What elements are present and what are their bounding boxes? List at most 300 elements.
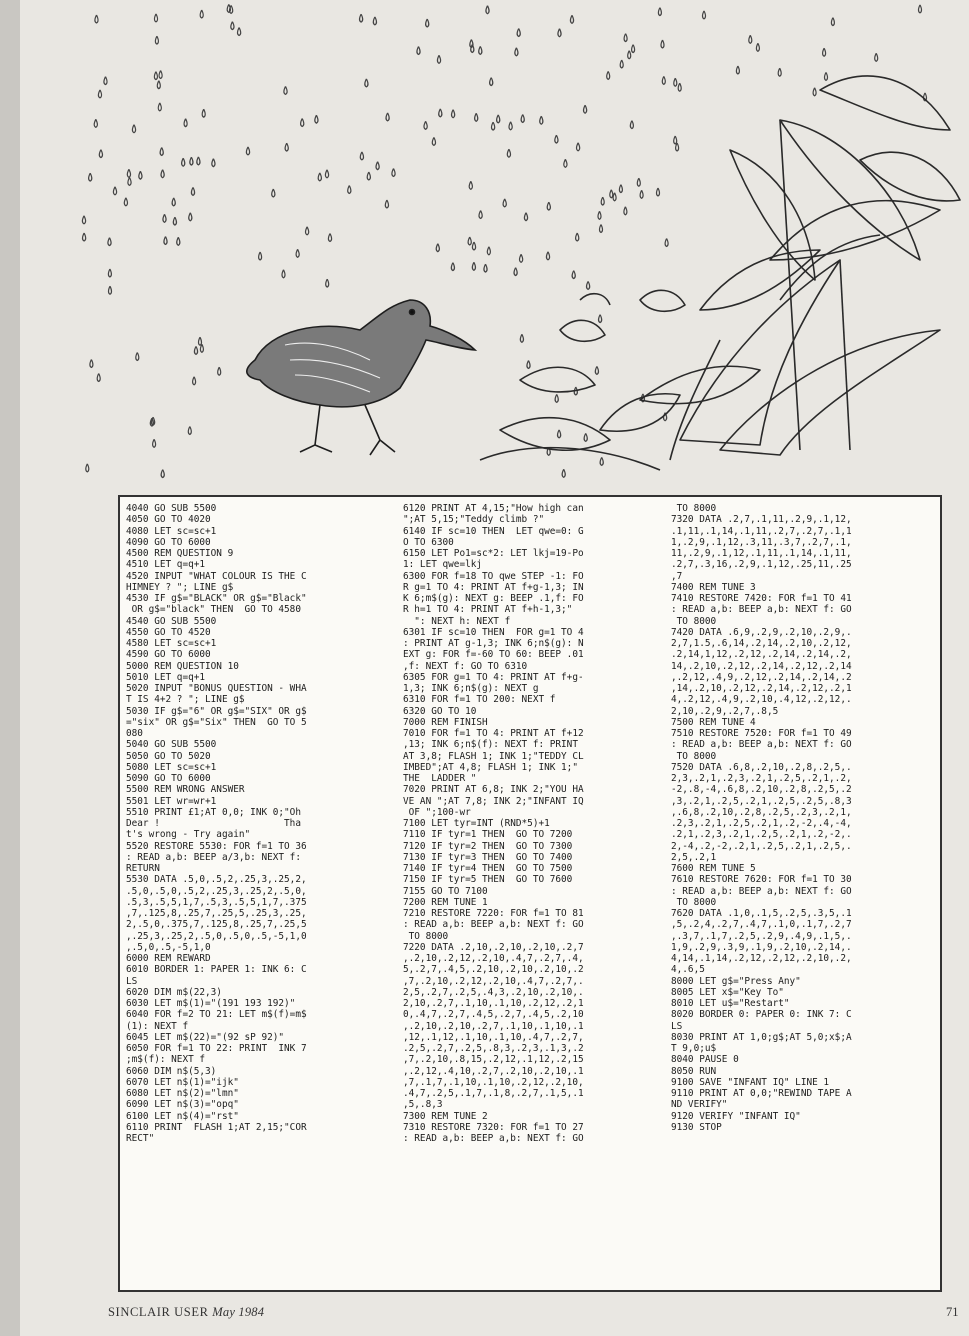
raindrop	[188, 427, 191, 435]
raindrop	[468, 237, 471, 245]
raindrop	[584, 105, 587, 113]
raindrop	[674, 78, 677, 86]
listing-line: ": NEXT h: NEXT f	[403, 615, 511, 627]
raindrop	[674, 136, 677, 144]
listing-line: 4540 GO SUB 5500	[126, 615, 217, 627]
listing-line: 6060 DIM n$(5,3)	[126, 1065, 217, 1077]
raindrop	[238, 28, 241, 36]
listing-line: .1,11,.1,14,.1,11,.2,7,.2,7,.1,1	[671, 525, 852, 537]
raindrop	[601, 197, 604, 205]
listing-line: Dear ! Tha	[126, 818, 301, 829]
raindrop	[200, 10, 203, 18]
raindrop	[507, 149, 510, 157]
raindrop	[417, 47, 420, 55]
raindrop	[189, 213, 192, 221]
listing-line: 7000 REM FINISH	[403, 716, 488, 728]
listing-line: OF ";100-wr	[403, 806, 471, 818]
raindrop	[658, 8, 661, 16]
listing-line: -2,.8,-4,.6,8,.2,10,.2,8,.2,5,.2	[671, 784, 852, 796]
listing-line: .2,7,.3,16,.2,9,.1,12,.25,11,.25	[671, 559, 852, 571]
raindrop	[230, 5, 233, 13]
raindrop	[630, 121, 633, 129]
raindrop	[503, 199, 506, 207]
raindrop	[598, 211, 601, 219]
raindrop	[365, 79, 368, 87]
listing-line: RECT"	[126, 1133, 155, 1144]
raindrop	[587, 281, 590, 289]
listing-line: 6150 LET Po1=sc*2: LET lkj=19-Po	[403, 548, 584, 559]
listing-line: : READ a,b: BEEP a,b: NEXT f: GO	[403, 919, 584, 931]
listing-line: ,.25,3,.25,2,.5,0,.5,0,.5,-5,1,0	[126, 930, 307, 942]
raindrop	[195, 346, 198, 354]
listing-line: TO 8000	[671, 896, 717, 908]
listing-line: ,.2,10,.2,10,.2,7,.1,10,.1,10,.1	[403, 1020, 584, 1032]
raindrop	[640, 190, 643, 198]
raindrop	[315, 115, 318, 123]
listing-line: ,f: NEXT f: GO TO 6310	[403, 660, 528, 672]
raindrop	[139, 171, 142, 179]
listing-line: 7200 REM TUNE 1	[403, 896, 488, 908]
raindrop	[426, 19, 429, 27]
raindrop	[190, 157, 193, 165]
raindrop	[173, 217, 176, 225]
listing-line: : READ a,b: BEEP a,b: NEXT f: GO	[671, 604, 852, 616]
listing-line: 7310 RESTORE 7320: FOR f=1 TO 27	[403, 1121, 584, 1133]
raindrop	[469, 181, 472, 189]
listing-line: 5501 LET wr=wr+1	[126, 795, 217, 807]
raindrop	[676, 143, 679, 151]
raindrop	[628, 51, 631, 59]
listing-line: 7300 REM TUNE 2	[403, 1110, 488, 1122]
listing-line: 1,3; INK 6;n$(g): NEXT g	[403, 683, 539, 694]
raindrop	[193, 377, 196, 385]
raindrop	[94, 119, 97, 127]
listing-line: R h=1 TO 4: PRINT AT f+h-1,3;"	[403, 604, 573, 616]
listing-line: 5090 GO TO 6000	[126, 773, 211, 784]
raindrop	[452, 110, 455, 118]
listing-line: .2,1,.2,3,.2,1,.2,5,.2,1,.2,-2,.	[671, 829, 852, 841]
raindrop	[749, 35, 752, 43]
listing-line: LS	[671, 1020, 683, 1032]
listing-line: 7620 DATA .1,0,.1,5,.2,5,.3,5,.1	[671, 908, 852, 919]
raindrop	[386, 113, 389, 121]
listing-column-3	[671, 503, 933, 1133]
raindrop	[558, 29, 561, 37]
listing-line: ,5,.2,4,.2,7,.4,7,.1,0,.1,7,.2,7	[671, 919, 852, 931]
raindrop	[637, 178, 640, 186]
listing-line: AT 3,8; FLASH 1; INK 1;"TEDDY CL	[403, 750, 584, 762]
listing-line: 7155 GO TO 7100	[403, 885, 488, 897]
raindrop	[114, 187, 117, 195]
listing-line: EXT g: FOR f=-60 TO 60: BEEP .01	[403, 649, 584, 661]
listing-line: 0,.4,7,.2,7,.4,5,.2,7,.4,5,.2,10	[403, 1009, 584, 1021]
listing-line: TO 8000	[671, 503, 717, 514]
listing-line: K 6;m$(g): NEXT g: BEEP .1,f: FO	[403, 593, 584, 604]
raindrop	[104, 77, 107, 85]
raindrop	[555, 394, 558, 402]
raindrop	[360, 14, 363, 22]
listing-line: 5040 GO SUB 5500	[126, 739, 217, 751]
raindrop	[678, 83, 681, 91]
raindrop	[624, 34, 627, 42]
listing-line: 11,.2,9,.1,12,.1,11,.1,14,.1,11,	[671, 548, 852, 559]
raindrop	[136, 353, 139, 361]
raindrop	[200, 344, 203, 352]
raindrop	[108, 238, 111, 246]
raindrop	[624, 207, 627, 215]
listing-line: .2,14,1,12,.2,12,.2,14,.2,14,.2,	[671, 649, 852, 661]
raindrop	[736, 66, 739, 74]
listing-line: 7410 RESTORE 7420: FOR f=1 TO 41	[671, 593, 852, 604]
listing-line: .4,7,.2,5,.1,7,.1,8,.2,7,.1,5,.1	[403, 1088, 584, 1099]
raindrop	[99, 150, 102, 158]
listing-line: 6040 FOR f=2 TO 21: LET m$(f)=m$	[126, 1009, 307, 1021]
raindrop	[520, 334, 523, 342]
raindrop	[600, 225, 603, 233]
raindrop	[124, 198, 127, 206]
listing-line: 7120 IF tyr=2 THEN GO TO 7300	[403, 840, 573, 852]
raindrop	[572, 271, 575, 279]
raindrop	[547, 252, 550, 260]
raindrop	[155, 36, 158, 44]
listing-line: ,.3,7,.1,7,.2,5,.2,9,.4,9,.1,5,.	[671, 930, 852, 942]
listing-line: ,7,.2,10,.2,12,.2,10,.4,7,.2,7,.	[403, 975, 584, 987]
listing-line: : READ a,b: BEEP a,b: NEXT f: GO	[671, 885, 852, 897]
listing-line: 5500 REM WRONG ANSWER	[126, 784, 245, 796]
raindrop	[439, 109, 442, 117]
raindrop	[182, 158, 185, 166]
raindrop	[555, 135, 558, 143]
listing-line: 4050 GO TO 4020	[126, 514, 211, 526]
listing-line: 14,.2,10,.2,12,.2,14,.2,12,.2,14	[671, 660, 852, 672]
listing-line: T 9,0;u$	[671, 1043, 717, 1054]
raindrop	[199, 337, 202, 345]
listing-line: 4,.6,5	[671, 964, 705, 976]
raindrop	[296, 249, 299, 257]
raindrop	[875, 53, 878, 61]
raindrop	[157, 81, 160, 89]
raindrop	[259, 252, 262, 260]
raindrop	[473, 242, 476, 250]
listing-line: 9110 PRINT AT 0,0;"REWIND TAPE A	[671, 1088, 852, 1099]
listing-line: 4520 INPUT "WHAT COLOUR IS THE C	[126, 570, 307, 582]
raindrop	[610, 190, 613, 198]
raindrop	[438, 55, 441, 63]
listing-line: ND VERIFY"	[671, 1099, 728, 1111]
raindrop	[520, 254, 523, 262]
raindrop	[490, 78, 493, 86]
listing-line: 7150 IF tyr=5 THEN GO TO 7600	[403, 874, 573, 886]
raindrop	[515, 48, 518, 56]
raindrop	[517, 29, 520, 37]
listing-line: 7220 DATA .2,10,.2,10,.2,10,.2,7	[403, 941, 584, 953]
raindrop	[109, 286, 112, 294]
listing-line: 080	[126, 728, 143, 739]
listing-line: 4,14,.1,14,.2,12,.2,12,.2,10,.2,	[671, 953, 852, 964]
listing-line: 2,3,.2,1,.2,3,.2,1,.2,5,.2,1,.2,	[671, 773, 852, 784]
raindrop	[657, 188, 660, 196]
listing-line: 6010 BORDER 1: PAPER 1: INK 6: C	[126, 964, 307, 976]
listing-line: ,12,.1,12,.1,10,.1,10,.4,7,.2,7,	[403, 1031, 584, 1043]
listing-line: 2,-4,.2,-2,.2,1,.2,5,.2,1,.2,5,.	[671, 840, 852, 852]
raindrop	[475, 113, 478, 121]
listing-line: 7020 PRINT AT 6,8; INK 2;"YOU HA	[403, 784, 584, 796]
listing-line: 2,.5,0,.375,7,.125,8,.25,7,.25,5	[126, 919, 307, 931]
raindrop	[514, 268, 517, 276]
listing-line: 7420 DATA .6,9,.2,9,.2,10,.2,9,.	[671, 626, 852, 638]
raindrop	[202, 109, 205, 117]
listing-line: 7400 REM TUNE 3	[671, 581, 756, 593]
listing-line: TO 8000	[671, 615, 717, 627]
raindrop	[661, 40, 664, 48]
listing-line: ";AT 5,15;"Teddy climb ?"	[403, 514, 545, 526]
raindrop	[756, 43, 759, 51]
raindrop	[662, 76, 665, 84]
listing-line: : READ a,b: BEEP a,b: NEXT f: GO	[671, 739, 852, 751]
raindrop	[813, 88, 816, 96]
listing-line: TO 8000	[403, 930, 449, 942]
raindrop	[231, 22, 234, 30]
listing-line: 8050 RUN	[671, 1065, 717, 1077]
raindrop	[95, 15, 98, 23]
raindrop	[284, 86, 287, 94]
listing-line: 6320 GO TO 10	[403, 705, 477, 717]
raindrop	[521, 115, 524, 123]
raindrop	[285, 143, 288, 151]
raindrop	[164, 237, 167, 245]
listing-line: 7130 IF tyr=3 THEN GO TO 7400	[403, 851, 573, 863]
raindrop	[373, 17, 376, 25]
duck-in-rain-illustration	[80, 0, 969, 490]
listing-line: ,13; INK 6;n$(f): NEXT f: PRINT	[403, 739, 578, 751]
raindrop	[527, 361, 530, 369]
raindrop	[83, 233, 86, 241]
raindrop	[172, 198, 175, 206]
raindrop	[247, 147, 250, 155]
listing-line: 6000 REM REWARD	[126, 953, 211, 964]
listing-line: .5,0,.5,0,.5,2,.25,3,.25,2,.5,0,	[126, 885, 307, 897]
listing-line: 7600 REM TUNE 5	[671, 863, 756, 874]
raindrop	[436, 244, 439, 252]
raindrop	[620, 60, 623, 68]
listing-line: 5020 INPUT "BONUS QUESTION - WHA	[126, 683, 307, 694]
listing-line: ,.5,0,.5,-5,1,0	[126, 941, 211, 953]
listing-line: 8040 PAUSE 0	[671, 1054, 739, 1066]
raindrop	[367, 172, 370, 180]
listing-line: 9100 SAVE "INFANT IQ" LINE 1	[671, 1076, 830, 1088]
listing-line: ,7	[671, 570, 683, 582]
listing-line: 5510 PRINT £1;AT 0,0; INK 0;"Oh	[126, 806, 301, 818]
listing-line: 4590 GO TO 6000	[126, 649, 211, 661]
raindrop	[133, 125, 136, 133]
raindrop	[159, 71, 162, 79]
raindrop	[577, 143, 580, 151]
raindrop	[831, 18, 834, 26]
listing-line: ="six" OR g$="Six" THEN GO TO 5	[126, 716, 307, 728]
raindrop	[665, 239, 668, 247]
listing-line: ,7,.1,7,.1,10,.1,10,.2,12,.2,10,	[403, 1076, 584, 1088]
magazine-name: SINCLAIR USER	[108, 1305, 209, 1319]
magazine-page	[20, 0, 969, 1336]
listing-line: ;m$(f): NEXT f	[126, 1054, 206, 1066]
raindrop	[825, 72, 828, 80]
listing-line: : READ a,b: BEEP a/3,b: NEXT f:	[126, 851, 301, 863]
listing-line: 4040 GO SUB 5500	[126, 503, 217, 514]
listing-line: 6080 LET n$(2)="lmn"	[126, 1088, 239, 1099]
listing-line: t's wrong - Try again"	[126, 829, 251, 841]
listing-line: 6050 FOR f=1 TO 22: PRINT INK 7	[126, 1043, 307, 1054]
raindrop	[326, 170, 329, 178]
raindrop	[595, 366, 598, 374]
raindrop	[301, 119, 304, 127]
listing-line: 4500 REM QUESTION 9	[126, 548, 234, 559]
listing-line: 7140 IF tyr=4 THEN GO TO 7500	[403, 863, 573, 874]
raindrop	[451, 263, 454, 271]
listing-line: IMBED";AT 4,8; FLASH 1; INK 1;"	[403, 761, 578, 773]
listing-line: 5000 REM QUESTION 10	[126, 660, 239, 672]
listing-line: 7110 IF tyr=1 THEN GO TO 7200	[403, 829, 573, 841]
raindrop	[607, 71, 610, 79]
listing-line: 1,.2,9,.1,12,.3,11,.3,7,.2,7,.1,	[671, 536, 852, 548]
raindrop	[599, 315, 602, 323]
foliage	[480, 76, 960, 470]
raindrop	[479, 211, 482, 219]
listing-line: : READ a,b: BEEP a,b: NEXT f: GO	[403, 1133, 584, 1144]
listing-line: 6305 FOR g=1 TO 4: PRINT AT f+g-	[403, 671, 584, 683]
listing-line: THE LADDER "	[403, 773, 477, 784]
raindrop	[576, 233, 579, 241]
listing-line: 5050 GO TO 5020	[126, 750, 211, 762]
raindrop	[155, 14, 158, 22]
listing-line: 6100 LET n$(4)="rst"	[126, 1110, 239, 1122]
issue-date: May 1984	[212, 1305, 265, 1319]
listing-line: 8030 PRINT AT 1,0;g$;AT 5,0;x$;A	[671, 1031, 852, 1043]
page-number: 71	[946, 1305, 959, 1319]
raindrop	[192, 187, 195, 195]
raindrop	[600, 457, 603, 465]
raindrop	[619, 185, 622, 193]
raindrop	[547, 202, 550, 210]
listing-line: 2,7,1.5,.6,14,.2,14,.2,10,.2,12,	[671, 638, 852, 649]
raindrop	[564, 159, 567, 167]
listing-line: 6020 DIM m$(22,3)	[126, 986, 222, 998]
listing-line: 6090 LET n$(3)="opq"	[126, 1099, 239, 1111]
raindrop	[487, 247, 490, 255]
raindrop	[484, 264, 487, 272]
listing-line: 4530 IF g$="BLACK" OR g$="Black"	[126, 593, 307, 604]
raindrop	[385, 200, 388, 208]
listing-line: 4550 GO TO 4520	[126, 626, 211, 638]
raindrop	[424, 121, 427, 129]
raindrop	[154, 72, 157, 80]
listing-line: 6140 IF sc=10 THEN LET qwe=0: G	[403, 525, 584, 537]
raindrop	[497, 115, 500, 123]
listing-line: 9120 VERIFY "INFANT IQ"	[671, 1110, 801, 1122]
raindrop	[158, 103, 161, 111]
raindrop	[329, 234, 332, 242]
listing-line: 5530 DATA .5,0,.5,2,.25,3,.25,2,	[126, 874, 307, 886]
listing-line: .2,5,.2,7,.2,5,.8,3,.2,3,.1,3,.2	[403, 1043, 584, 1054]
raindrop	[360, 152, 363, 160]
listing-line: 4090 GO TO 6000	[126, 536, 211, 548]
listing-line: ,.2,12,.4,10,.2,7,.2,10,.2,10,.1	[403, 1065, 584, 1077]
raindrop	[218, 367, 221, 375]
listing-line: 6120 PRINT AT 4,15;"How high can	[403, 503, 584, 514]
listing-line: 7510 RESTORE 7520: FOR f=1 TO 49	[671, 728, 852, 739]
raindrop	[326, 279, 329, 287]
listing-line: ,.6,8,.2,10,.2,8,.2,5,.2,3,.2,1,	[671, 806, 852, 818]
raindrop	[161, 170, 164, 178]
raindrop	[83, 216, 86, 224]
raindrop	[348, 186, 351, 194]
raindrop	[376, 162, 379, 170]
listing-column-1	[126, 503, 384, 1144]
listing-line: 2,10,.2,7,.1,10,.1,10,.2,12,.2,1	[403, 998, 584, 1009]
listing-line: (1): NEXT f	[126, 1020, 189, 1032]
listing-line: ,7,.125,8,.25,7,.25,5,.25,3,.25,	[126, 908, 307, 919]
raindrop	[492, 122, 495, 130]
listing-line: 7210 RESTORE 7220: FOR f=1 TO 81	[403, 908, 584, 919]
listing-line: OR g$="black" THEN GO TO 4580	[126, 604, 301, 616]
raindrop	[160, 148, 163, 156]
listing-line: 2,10,.2,9,.2,7,.8,5	[671, 705, 779, 717]
listing-line: 4080 LET sc=sc+1	[126, 525, 217, 537]
listing-line: RETURN	[126, 863, 160, 874]
raindrop	[703, 11, 706, 19]
raindrop	[272, 189, 275, 197]
raindrop	[562, 469, 565, 477]
listing-line: 6045 LET m$(22)="(92 sP 92)"	[126, 1031, 285, 1043]
raindrop	[306, 227, 309, 235]
raindrop	[432, 137, 435, 145]
listing-line: 8010 LET u$="Restart"	[671, 998, 790, 1009]
listing-line: 9130 STOP	[671, 1121, 722, 1133]
raindrop	[584, 433, 587, 441]
listing-line: R g=1 TO 4: PRINT AT f+g-1,3; IN	[403, 581, 584, 593]
listing-line: VE AN ";AT 7,8; INK 2;"INFANT IQ	[403, 795, 584, 807]
raindrop	[392, 169, 395, 177]
raindrop	[163, 214, 166, 222]
duck	[247, 300, 475, 455]
listing-line: LS	[126, 975, 138, 987]
raindrop	[318, 173, 321, 181]
raindrop	[90, 360, 93, 368]
listing-line: 6030 LET m$(1)="(191 193 192)"	[126, 998, 296, 1009]
listing-line: 6301 IF sc=10 THEN FOR g=1 TO 4	[403, 626, 584, 638]
raindrop	[823, 48, 826, 56]
raindrop	[525, 213, 528, 221]
listing-column-2	[403, 503, 661, 1144]
listing-line: 7610 RESTORE 7620: FOR f=1 TO 30	[671, 874, 852, 886]
listing-line: ,14,.2,10,.2,12,.2,14,.2,12,.2,1	[671, 683, 852, 694]
listing-line: 7500 REM TUNE 4	[671, 716, 756, 728]
listing-line: 5080 LET sc=sc+1	[126, 761, 217, 773]
raindrop	[282, 270, 285, 278]
listing-line: HIMNEY ? "; LINE g$	[126, 581, 234, 593]
raindrop	[86, 464, 89, 472]
listing-line: .2,3,.2,1,.2,5,.2,1,.2,-2,.4,-4,	[671, 818, 852, 829]
listing-line: 1: LET qwe=lkj	[403, 559, 483, 571]
listing-line: 6310 FOR f=1 TO 200: NEXT f	[403, 694, 556, 706]
raindrop	[571, 15, 574, 23]
raindrop	[89, 173, 92, 181]
listing-line: ,.2,10,.2,12,.2,10,.4,7,.2,7,.4,	[403, 953, 584, 964]
listing-line: 7320 DATA .2,7,.1,11,.2,9,.1,12,	[671, 514, 852, 526]
raindrop	[197, 157, 200, 165]
listing-line: 8020 BORDER 0: PAPER 0: INK 7: C	[671, 1009, 852, 1021]
listing-line: 6110 PRINT FLASH 1;AT 2,15;"COR	[126, 1121, 307, 1133]
raindrop	[486, 6, 489, 14]
